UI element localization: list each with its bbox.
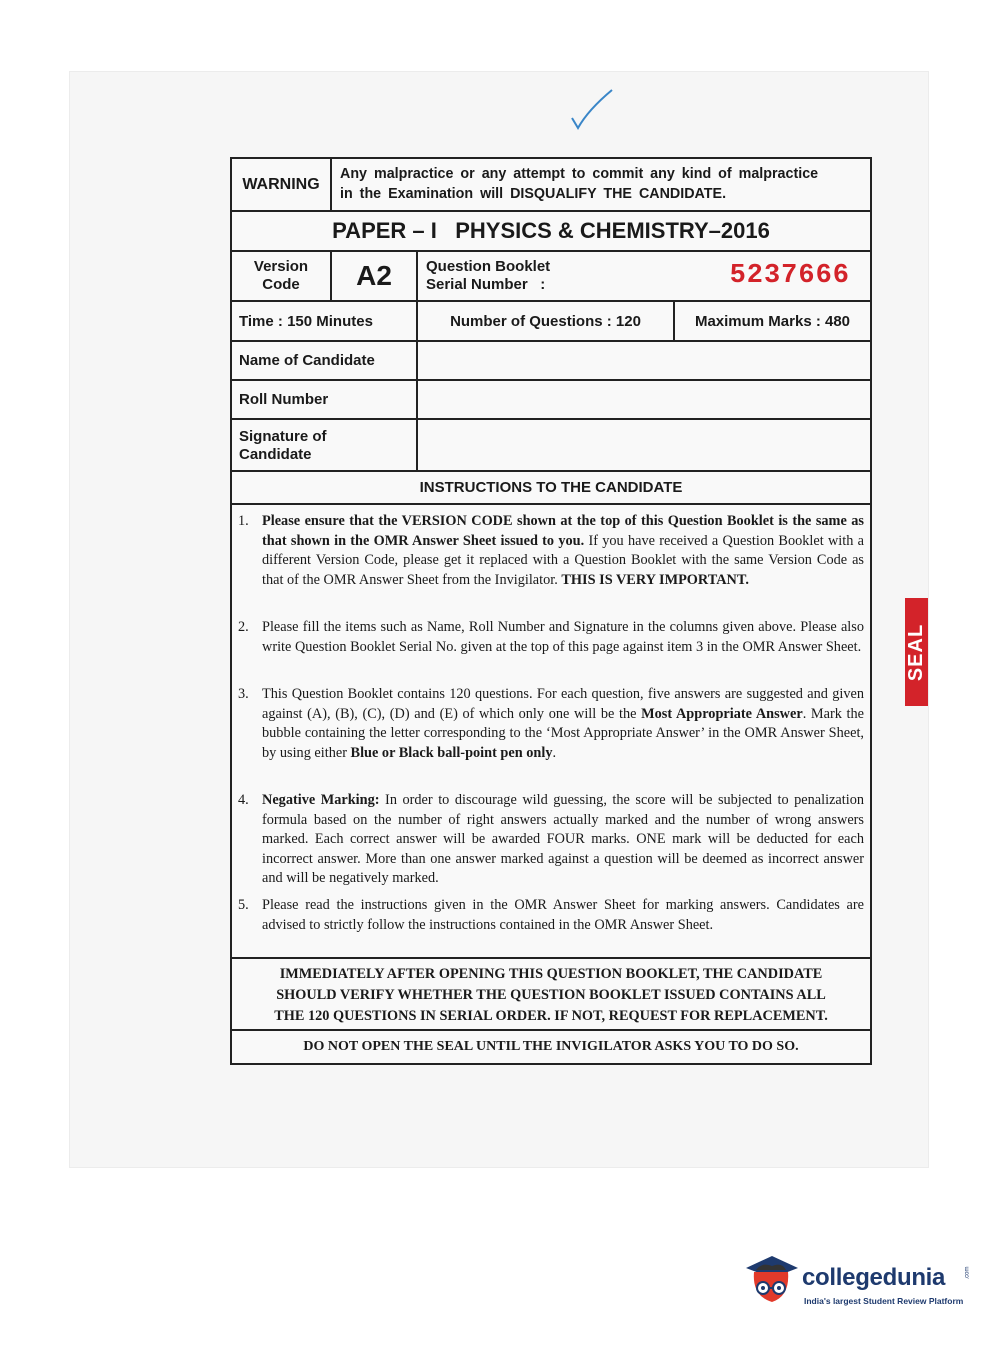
instructions-heading-row [232, 472, 870, 505]
version-row [232, 252, 870, 302]
student-mascot-icon [742, 1252, 800, 1314]
serial-number: 5237666 [729, 261, 850, 291]
instruction-item: 4. Negative Marking: In order to discourage wild guessing, the score will be subjected to penalization formula based on the number of right answers actually marked and the number of wrong answers marked. Each correct answer will be awarded FOUR marks. ONE mark will be deducted for each incorrect answer. More than one answer marked against a question will be deemed as incorrect answer and will be negatively marked. [238, 792, 864, 887]
roll-number-row [232, 381, 870, 420]
instructions-heading: INSTRUCTIONS TO THE CANDIDATE [419, 479, 683, 496]
time-allowed: Time : 150 Minutes [239, 312, 373, 330]
candidate-name-row [232, 342, 870, 381]
maximum-marks: Maximum Marks : 480 [694, 312, 851, 330]
question-booklet-cover [230, 157, 872, 1065]
warning-row [232, 159, 870, 212]
signature-row [232, 420, 870, 472]
instructions-body [232, 505, 870, 959]
warning-text-2: in the Examination will DISQUALIFY THE CANDIDATE. [340, 186, 727, 202]
brand-suffix: .com [964, 1266, 971, 1280]
code-label: Code [262, 276, 300, 293]
seal-notice: DO NOT OPEN THE SEAL UNTIL THE INVIGILATOR ASKS YOU TO DO SO. [303, 1039, 799, 1054]
roll-number-field[interactable] [418, 381, 870, 418]
roll-number-label: Roll Number [239, 391, 329, 408]
instruction-item: 1. Please ensure that the VERSION CODE shown at the top of this Question Booklet is the same as that shown in the OMR Answer Sheet issued to you. If you have received a Question Booklet with a different Version Code, please get it replaced with a Question Booklet with the same Version Code as that of the OMR Answer Sheet from the Invigilator. THIS IS VERY IMPORTANT. [238, 513, 864, 588]
booklet-label: Question Booklet [426, 258, 551, 275]
brand-tagline: India's largest Student Review Platform [804, 1296, 964, 1306]
signature-label: Signature of [239, 428, 327, 445]
title-row [232, 212, 870, 252]
verification-notice: IMMEDIATELY AFTER OPENING THIS QUESTION BOOKLET, THE CANDIDATE SHOULD VERIFY WHETHER THE QUESTION BOOKLET ISSUED CONTAINS ALL THE 120 QUESTIONS IN SERIAL ORDER. IF NOT, REQUEST FOR REPLACEMENT. [232, 959, 870, 1031]
candidate-name-field[interactable] [418, 342, 870, 379]
question-count: Number of Questions : 120 [450, 312, 641, 330]
brand-name: collegedunia [802, 1264, 946, 1291]
seal-tab[interactable]: SEAL [905, 598, 928, 706]
version-label: Version [253, 258, 309, 275]
paper-title: PAPER – I PHYSICS & CHEMISTRY–2016 [332, 218, 770, 243]
candidate-name-label: Name of Candidate [239, 352, 375, 369]
collegedunia-watermark [742, 1248, 972, 1318]
warning-label: WARNING [242, 175, 320, 193]
instruction-item: 3. This Question Booklet contains 120 questions. For each question, five answers are suggested and given against (A), (B), (C), (D) and (E) of which only one will be the Most Appropriate Answer. Mark the bubble containing the letter corresponding to the ‘Most Appropriate Answer’ in the OMR Answer Sheet, by using either Blue or Black ball-point pen only. [238, 686, 865, 761]
warning-text-1: Any malpractice or any attempt to commit any kind of malpractice [340, 166, 819, 182]
meta-row [232, 302, 870, 342]
checkmark-icon [566, 88, 616, 138]
serial-label: Serial Number : [426, 276, 546, 293]
signature-field[interactable] [418, 420, 870, 470]
version-code: A2 [356, 260, 392, 291]
instruction-item: 5. Please read the instructions given in the OMR Answer Sheet for marking answers. Candidates are advised to strictly follow the instructions contained in the OMR Answer Sheet. [238, 897, 864, 933]
instruction-item: 2. Please fill the items such as Name, Roll Number and Signature in the columns given above. Please also write Question Booklet Serial No. given at the top of this page against item 3 in the OMR Answer Sheet. [238, 619, 864, 655]
signature-label-2: Candidate [239, 446, 312, 463]
